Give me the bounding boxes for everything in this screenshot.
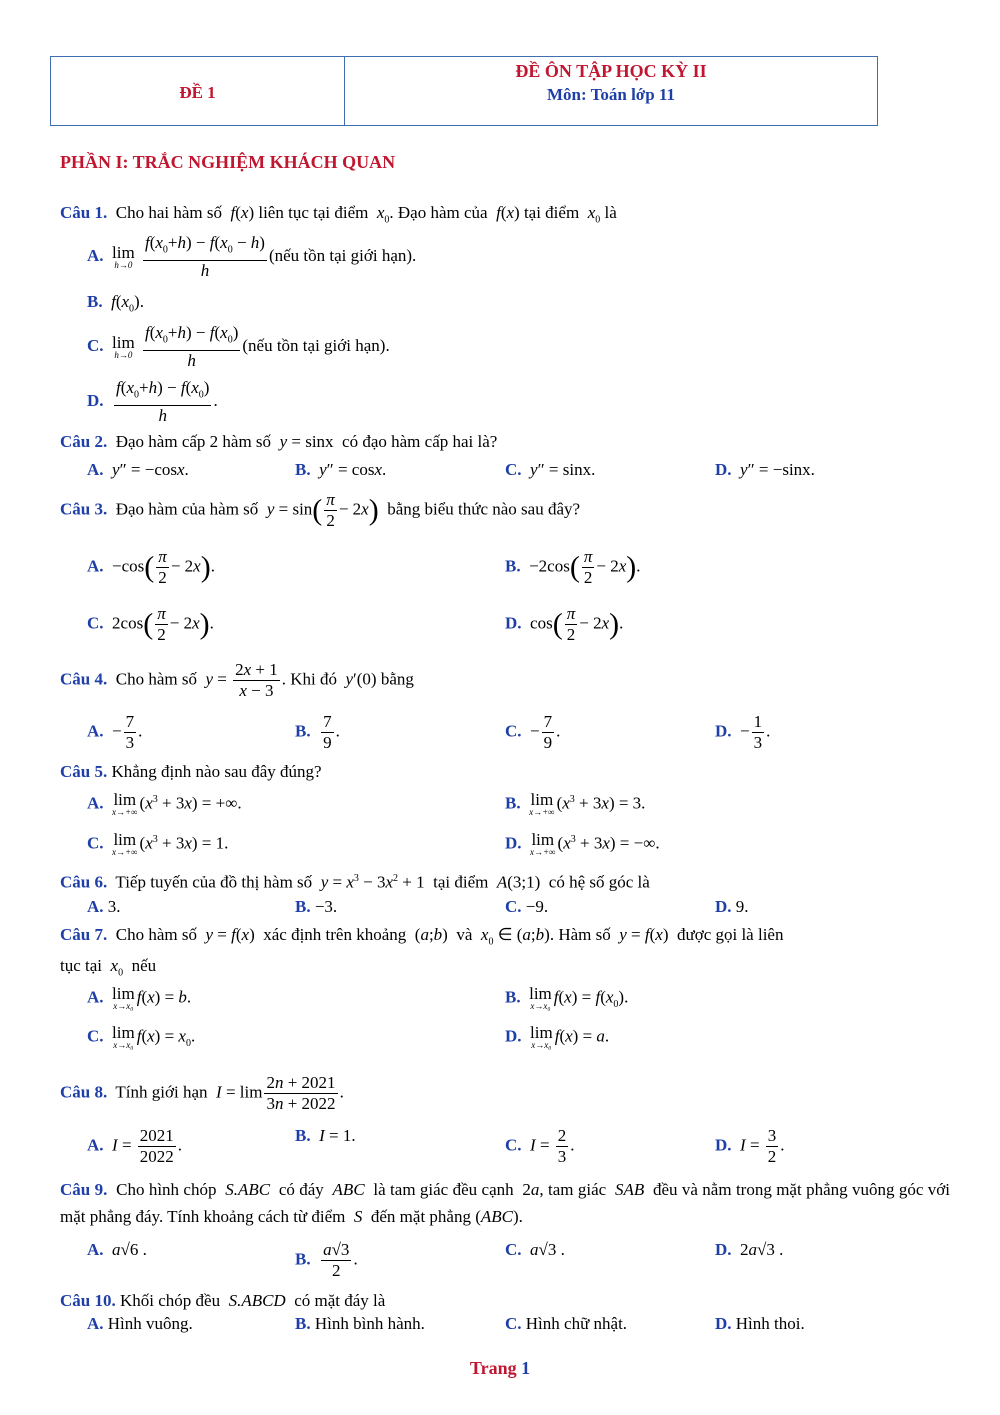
option-1b: B. $f(x_0)$. bbox=[87, 292, 144, 315]
option-6b: B. −3. bbox=[295, 897, 338, 916]
option-4b: B. $\frac{7}{9}$ . bbox=[295, 712, 340, 752]
option-1c: C. lim h→0 $\frac{f(x_0+h) - f(x_0)}{h}$ (nếu tồn tại giới hạn). bbox=[87, 323, 390, 371]
option-10c: C. Hình chữ nhật. bbox=[505, 1314, 628, 1333]
question-5: Câu 5. Khẳng định nào sau đây đúng? bbox=[60, 762, 322, 781]
option-2a: A. y″ = −cosx. bbox=[87, 460, 189, 479]
option-7b: B. lim x→x₀ $f(x) = f(x_0)$. bbox=[505, 984, 629, 1011]
question-10: Câu 10. Khối chóp đều S.ABCD có mặt đáy là bbox=[60, 1291, 386, 1310]
option-7c: C. lim x→x₀ $f(x) = x_0$. bbox=[87, 1023, 196, 1050]
option-4a: A. − $\frac{7}{3}$ . bbox=[87, 712, 143, 752]
option-8c: C. I = $\frac{2}{3}$ . bbox=[505, 1126, 575, 1166]
exam-title: ĐỀ ÔN TẬP HỌC KỲ II bbox=[515, 61, 707, 81]
option-10b: B. Hình bình hành. bbox=[295, 1314, 425, 1333]
question-7-cont: tục tại $x_0$ nếu bbox=[60, 956, 157, 979]
question-9: Câu 9. Cho hình chóp S.ABC có đáy ABC là tam giác đều cạnh 2a, tam giác SAB đều và nằm trong mặt phẳng vuông góc với mặt phẳng đáy. Tính khoảng cách từ điểm S đến mặt phẳng (ABC). bbox=[60, 1180, 951, 1226]
header-box bbox=[50, 56, 878, 126]
option-7a: A. lim x→x₀ f(x) = b. bbox=[87, 984, 192, 1011]
option-7d: D. lim x→x₀ f(x) = a. bbox=[505, 1023, 610, 1050]
option-4d: D. − $\frac{1}{3}$ . bbox=[715, 712, 771, 752]
exam-number: ĐỀ 1 bbox=[179, 83, 216, 102]
question-4: Câu 4. Cho hàm số y = $\frac{2x + 1}{x - 3}$ . Khi đó y′(0) bằng bbox=[60, 660, 414, 700]
option-2c: C. y″ = sinx. bbox=[505, 460, 596, 479]
option-10a: A. Hình vuông. bbox=[87, 1314, 193, 1333]
option-3d: D. cos( $\frac{\pi}{2}$ − 2x). bbox=[505, 604, 624, 644]
exam-subject: Môn: Toán lớp 11 bbox=[547, 85, 675, 104]
option-8d: D. I = $\frac{3}{2}$ . bbox=[715, 1126, 785, 1166]
option-2d: D. y″ = −sinx. bbox=[715, 460, 815, 479]
option-8b: B. I = 1. bbox=[295, 1126, 356, 1145]
question-7: Câu 7. Cho hàm số y = f(x) xác định trên khoảng (a;b) và $x_0$ ∈ (a;b). Hàm số y = f(x) được gọi là liên bbox=[60, 925, 784, 948]
option-9c: C. a√3 . bbox=[505, 1240, 565, 1259]
question-1: Câu 1. Cho hai hàm số f(x) liên tục tại điểm $x_0$. Đạo hàm của f(x) tại điểm $x_0$ là bbox=[60, 203, 617, 226]
option-5d: D. lim x→+∞ $(x^3 + 3x)$ = −∞. bbox=[505, 830, 660, 858]
page-number: 1 bbox=[521, 1358, 531, 1378]
option-3c: C. 2cos( $\frac{\pi}{2}$ − 2x). bbox=[87, 604, 214, 644]
option-3b: B. −2cos( $\frac{\pi}{2}$ − 2x). bbox=[505, 547, 641, 587]
option-10d: D. Hình thoi. bbox=[715, 1314, 805, 1333]
option-1a: A. lim h→0 $\frac{f(x_0+h) - f(x_0 - h)}{h}$ (nếu tồn tại giới hạn). bbox=[87, 233, 417, 281]
option-6a: A. 3. bbox=[87, 897, 121, 916]
page-footer bbox=[0, 1358, 1000, 1379]
question-8: Câu 8. Tính giới hạn I = lim $\frac{2n + 2021}{3n + 2022}$ . bbox=[60, 1073, 344, 1113]
page-label: Trang bbox=[469, 1358, 517, 1378]
question-2: Câu 2. Đạo hàm cấp 2 hàm số y = sinx có đạo hàm cấp hai là? bbox=[60, 432, 498, 451]
option-4c: C. − $\frac{7}{9}$ . bbox=[505, 712, 561, 752]
option-9d: D. 2a√3 . bbox=[715, 1240, 784, 1259]
option-2b: B. y″ = cosx. bbox=[295, 460, 387, 479]
option-3a: A. −cos( $\frac{\pi}{2}$ − 2x). bbox=[87, 547, 215, 587]
question-6: Câu 6. Tiếp tuyến của đồ thị hàm số $y = x^3 - 3x^2 + 1$ tại điểm A(3;1) có hệ số góc là bbox=[60, 872, 650, 892]
option-1d: D. $\frac{f(x_0+h) - f(x_0)}{h}$ . bbox=[87, 378, 218, 426]
option-8a: A. I = $\frac{2021}{2022}$ . bbox=[87, 1126, 183, 1166]
option-6d: D. 9. bbox=[715, 897, 749, 916]
question-label: Câu 1. bbox=[60, 203, 108, 222]
option-9b: B. $\frac{a√3}{2}$ . bbox=[295, 1240, 358, 1280]
question-3: Câu 3. Đạo hàm của hàm số y = sin( $\frac{\pi}{2}$ − 2x) bằng biểu thức nào sau đây? bbox=[60, 490, 581, 530]
option-5a: A. lim x→+∞ $(x^3 + 3x)$ = +∞. bbox=[87, 790, 242, 818]
option-5c: C. lim x→+∞ $(x^3 + 3x) = 1$. bbox=[87, 830, 229, 858]
option-6c: C. −9. bbox=[505, 897, 549, 916]
option-5b: B. lim x→+∞ $(x^3 + 3x) = 3$. bbox=[505, 790, 646, 818]
option-9a: A. a√6 . bbox=[87, 1240, 147, 1259]
section-title: PHẦN I: TRẮC NGHIỆM KHÁCH QUAN bbox=[60, 152, 396, 172]
